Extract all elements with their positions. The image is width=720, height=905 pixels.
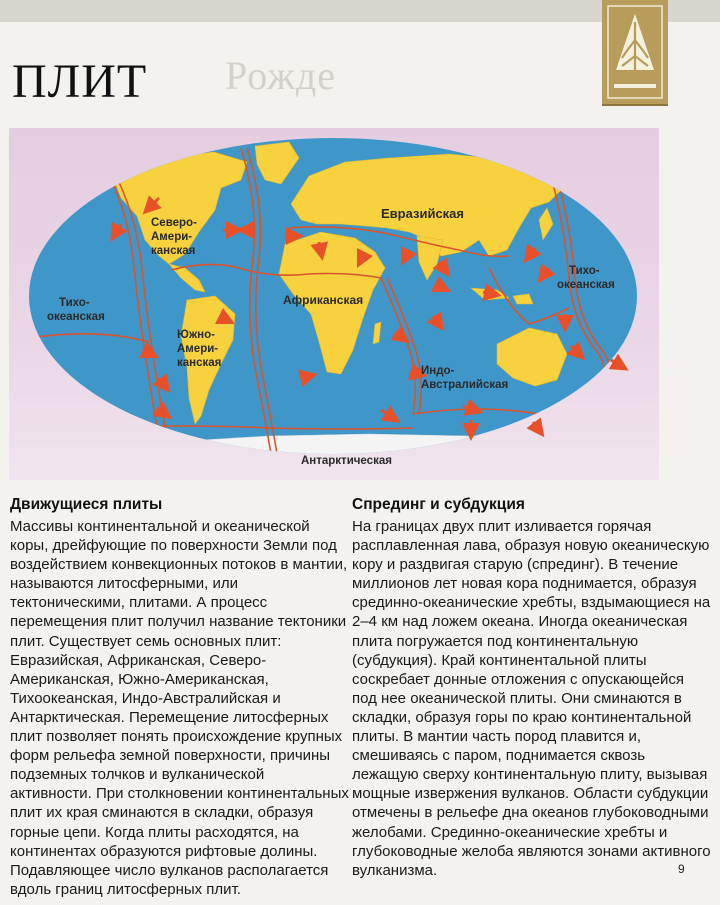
tectonic-plates-map xyxy=(9,128,659,480)
tree-logo xyxy=(602,0,668,106)
right-column-heading: Спрединг и субдукция xyxy=(352,496,525,513)
right-column-text: На границах двух плит изливается горячая расплавленная лава, образуя новую океаническую кору и раздвигая старую (спрединг). В течение миллионов лет новая кора поднимается, образуя срединно-океанические хребты, вздымающиеся на 2–4 км над ложем океана. Иногда океаническая плита погружается под континентальную (субдукция). Край континентальной плиты соскребает донные отложения с опускающейся под нее океанической плиты. Они сминаются в складки, образуя горы по краю континентальной плиты. В мантии часть пород плавится и, смешиваясь с паром, поднимается сквозь лежащую сверху континентальную плиту, вызывая мощные извержения вулканов. Области субдукции отмечены в рельефе дна океанов глубоководными желобами. Срединно-океанические хребты и глубоководные желоба являются зонами активного вулканизма. xyxy=(352,518,711,879)
label-pacific-plate-east-1: Тихо- xyxy=(569,265,600,277)
right-column xyxy=(352,496,712,880)
label-indo-australian-plate-2: Австралийская xyxy=(421,379,509,391)
label-south-american-plate-3: канская xyxy=(177,357,222,369)
label-north-american-plate-3: канская xyxy=(151,245,196,257)
label-pacific-plate-east-2: океанская xyxy=(557,279,615,291)
label-pacific-plate-west-1: Тихо- xyxy=(59,297,90,309)
label-north-american-plate-1: Северо- xyxy=(151,217,197,229)
tree-logo-icon xyxy=(602,0,668,104)
label-indo-australian-plate-1: Индо- xyxy=(421,365,455,377)
left-column-heading: Движущиеся плиты xyxy=(10,496,163,513)
label-antarctic-plate: Антарктическая xyxy=(301,455,392,467)
tectonic-plates-map-panel xyxy=(9,128,659,480)
page-number: 9 xyxy=(678,862,685,876)
left-column xyxy=(10,496,350,899)
left-column-text: Массивы континентальной и океанической коры, дрейфующие по поверхности Земли под воздействием конвекционных потоков в мантии, называются литосферными, или тектоническими, плитами. А процесс перемещения плит получил название тектоники плит. Существует семь основных плит: Евразийская, Африканская, Северо-Американская, Южно-Американская, Тихоокеанская, Индо-Австралийская и Антарктическая. Перемещение литосферных плит позволяет понять происхождение крупных форм рельефа земной поверхности, причины подземных толчков и вулканической активности. При столкновении континентальных плит их края сминаются в складки, образуя горные цепи. Когда плиты расходятся, на континентах образуются рифтовые долины. Подавляющее число вулканов располагается вдоль границ литосферных плит. xyxy=(10,518,349,898)
label-pacific-plate-west-2: океанская xyxy=(47,311,105,323)
label-south-american-plate-1: Южно- xyxy=(177,329,215,341)
landmass-new-zealand xyxy=(581,384,593,404)
label-north-american-plate-2: Амери- xyxy=(151,231,193,243)
ghost-text-bleed: Рожде xyxy=(225,53,336,98)
label-eurasian-plate: Евразийская xyxy=(381,206,464,221)
label-south-american-plate-2: Амери- xyxy=(177,343,219,355)
page-title: ПЛИТ xyxy=(12,55,148,108)
label-african-plate: Африканская xyxy=(283,293,364,307)
